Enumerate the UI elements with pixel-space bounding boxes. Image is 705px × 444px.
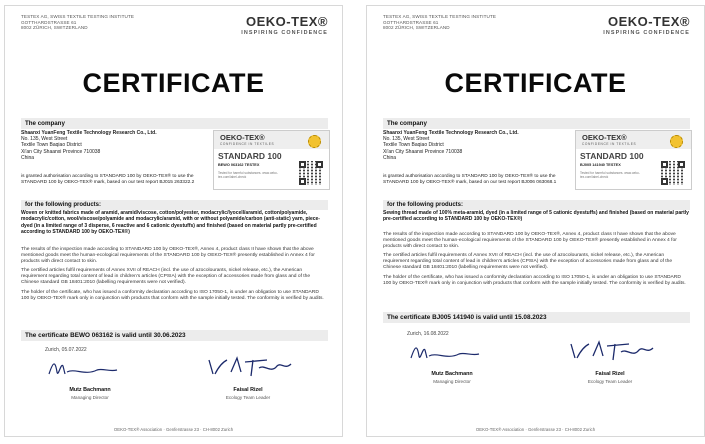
signer-1-role: Managing Director xyxy=(71,395,109,400)
company-block: Shaanxi YuanFeng Textile Technology Research Co., Ltd. No. 135, West Street Textile Town Baqiao District Xi'an City Shaanxi Province 710038 China xyxy=(383,130,519,161)
products-description: Sewing thread made of 100% meta-aramid, dyed (in a limited range of 5 cationic dyestuffs) and finished (based on material partly pre-certified according to STANDARD 100 by OEKO-TEX®) xyxy=(383,210,689,223)
validity-bar: The certificate BEWO 063162 is valid until 30.06.2023 xyxy=(21,330,328,341)
validity-bar: The certificate BJ005 141940 is valid until 15.08.2023 xyxy=(383,312,690,323)
standard-100-label: OEKO-TEX® CONFIDENCE IN TEXTILES STANDARD 100 BJ005 141940 TESTEX Tested for harmful substances. www.oeko-tex.com/label-check xyxy=(575,130,692,190)
sun-icon xyxy=(670,135,683,148)
company-name: Shaanxi YuanFeng Textile Technology Research Co., Ltd. xyxy=(21,130,157,136)
inspection-results: The results of the inspection made according to STANDARD 100 by OEKO-TEX®, Annex 4, product class II have shown that the above mentioned goods meet the human-ecological requirements of the STANDARD 100 by OEKO-TEX® presently established in Annex 4 for products with direct contact to skin. The certified articles fulfil requirements of Annex XVII of REACH (incl. the use of azocolourants, nickel release, etc.), the American requirement regarding total content of lead in children's articles (CPSIA) with the exception of accessories made from glass and of the Chinese standard GB 18401:2010 (labelling requirements were not verified). The holder of the certificate, who has issued a conformity declaration according to ISO 17050-1, is under an obligation to use STANDARD 100 by OEKO-TEX® mark only in conjunction with products that conform with the sample initially tested. The conformity is verified by audits. xyxy=(21,247,324,301)
signature-2 xyxy=(567,336,657,366)
sun-icon xyxy=(308,135,321,148)
qr-code-icon xyxy=(661,161,685,185)
company-heading: The company xyxy=(383,118,690,129)
footer: OEKO-TEX® Association · Genferstrasse 23 · CH-8002 Zurich xyxy=(113,427,234,432)
signature-1 xyxy=(45,354,125,382)
signer-2-role: Ecology Team Leader xyxy=(225,395,271,400)
standard-100-label: OEKO-TEX® CONFIDENCE IN TEXTILES STANDARD 100 BEWO 063162 TESTEX Tested for harmful substances. www.oeko-tex.com/label-check xyxy=(213,130,330,190)
signer-2-role: Ecology Team Leader xyxy=(587,379,633,384)
footer: OEKO-TEX® Association · Genferstrasse 23 · CH-8002 Zurich xyxy=(475,427,596,432)
place-date: Zurich, 05.07.2022 xyxy=(45,347,87,353)
signer-1-name: Mutz Bachmann xyxy=(69,387,111,393)
place-date: Zurich, 16.08.2022 xyxy=(407,331,449,337)
institute-address: TESTEX AG, SWISS TEXTILE TESTING INSTITUTE GOTTHARDSTRASSE 61 8002 ZÜRICH, SWITZERLAND xyxy=(21,14,135,31)
certificate-page-1 xyxy=(4,5,343,437)
signer-1-name: Mutz Bachmann xyxy=(431,371,473,377)
signer-2-name: Faisal Rizel xyxy=(595,371,625,377)
products-heading: for the following products: xyxy=(21,200,328,210)
company-name: Shaanxi YuanFeng Textile Technology Research Co., Ltd. xyxy=(383,130,519,136)
label-id: BJ005 141940 TESTEX xyxy=(580,163,621,167)
institute-address: TESTEX AG, SWISS TEXTILE TESTING INSTITUTE GOTTHARDSTRASSE 61 8002 ZÜRICH, SWITZERLAND xyxy=(383,14,497,31)
certificate-page-2 xyxy=(366,5,705,437)
grant-text: is granted authorisation according to STANDARD 100 by OEKO-TEX® to use the STANDARD 100 by OEKO-TEX® mark, based on our test report BJ006 063068.1 xyxy=(383,174,557,185)
certificate-title: CERTIFICATE xyxy=(82,68,265,98)
oeko-tex-logo: OEKO-TEX® INSPIRING CONFIDENCE xyxy=(241,14,328,36)
signer-1-role: Managing Director xyxy=(433,379,471,384)
products-heading: for the following products: xyxy=(383,200,690,210)
products-description: Woven or knitted fabrics made of aramid, aramid/viscose, cotton/polyester, modacrylic/lyocell/aramid, cotton/polyamide, modacrylic/cotton, wool/viscose/polyamide and modacrylic/aramid, with or without polyamide/carbon (anti-static) yarn, piece-dyed (in a limited range of 3 disperse, 6 reactive and 6 cationic dyestuffs) and finished (based on material partly pre-certified according to STANDARD 100 by OEKO-TEX®) xyxy=(21,210,320,235)
signature-1 xyxy=(407,338,487,366)
oeko-tex-logo: OEKO-TEX® INSPIRING CONFIDENCE xyxy=(603,14,690,36)
grant-text: is granted authorisation according to STANDARD 100 by OEKO-TEX® to use the STANDARD 100 by OEKO-TEX® mark, based on our test report BJ015 263322.2 xyxy=(21,174,195,185)
inspection-results: The results of the inspection made according to STANDARD 100 by OEKO-TEX®, Annex 4, product class II have shown that the above mentioned goods meet the human-ecological requirements of the STANDARD 100 by OEKO-TEX® presently established in Annex 4 for products with direct contact to skin. The certified articles fulfil requirements of Annex XVII of REACH (incl. the use of azocolourants, nickel release, etc.), the American requirement regarding total content of lead in children's articles (CPSIA) with the exception of accessories made from glass and of the Chinese standard GB 18401:2010 (labelling requirements were not verified). The holder of the certificate, who has issued a conformity declaration according to ISO 17050-1, is under an obligation to use STANDARD 100 by OEKO-TEX® mark only in conjunction with products that conform with the sample initially tested. The conformity is verified by audits. xyxy=(383,232,686,286)
company-block: Shaanxi YuanFeng Textile Technology Research Co., Ltd. No. 135, West Street Textile Town Baqiao District Xi'an City Shaanxi Province 710038 China xyxy=(21,130,157,161)
certificate-title: CERTIFICATE xyxy=(444,68,627,98)
signature-2 xyxy=(205,352,295,382)
label-id: BEWO 063162 TESTEX xyxy=(218,163,260,167)
signer-2-name: Faisal Rizel xyxy=(233,387,263,393)
company-heading: The company xyxy=(21,118,328,129)
qr-code-icon xyxy=(299,161,323,185)
